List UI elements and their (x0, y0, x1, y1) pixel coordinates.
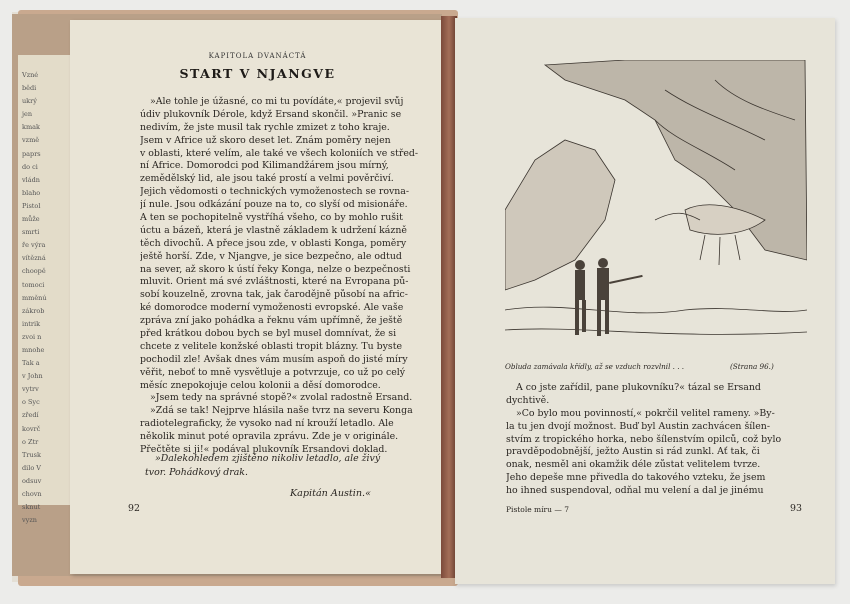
flyleaf-fragment: blaho (22, 188, 41, 197)
left-page-text (140, 96, 423, 457)
flyleaf-fragment: Trusk (22, 450, 41, 459)
flyleaf-fragment: bědi (22, 84, 37, 93)
text-line: Přečtěte si ji!« podával plukovník Ersandovi doklad. (140, 444, 388, 456)
flyleaf-fragment: vládn (22, 175, 40, 184)
text-line: Jeho depeše mne přivedla do takového vzteku, že jsem (506, 472, 766, 484)
text-line: Jejich vědomosti o technických vymoženostech se rovna- (140, 186, 410, 198)
text-line: ještě horší. Zde, v Njangve, je sice bezpečno, ale odtud (140, 250, 402, 262)
text-line: ho ihned suspendoval, odňal mu velení a dal je jinému (506, 485, 764, 497)
flyleaf-fragment: vyzn (22, 516, 37, 525)
quote-line: tvor. Pohádkový drak. (145, 467, 248, 478)
flyleaf-fragment: o Ztr (22, 437, 39, 446)
text-line: jí nule. Jsou odkázání pouze na to, co slyší od misionáře. (140, 199, 408, 211)
text-line: »Jsem tedy na správné stopě?« zvolal radostně Ersand. (150, 392, 413, 404)
running-head: KAPITOLA DVANÁCTÁ (208, 52, 307, 60)
text-line: v oblasti, které velím, ale také ve všech koloniích ve střed- (140, 147, 419, 159)
flyleaf-page (18, 55, 70, 525)
flyleaf-fragment: zředí (22, 411, 39, 420)
text-line: mluvit. Orient má své zvláštnosti, které na Evropana pů- (140, 276, 409, 288)
flyleaf-fragment: o Syc (22, 398, 40, 407)
text-line: zemědělský lid, ale jsou také prostí a velmi pověrčiví. (140, 173, 394, 185)
text-line: pravděpodobnější, ježto Austin si rád zunkl. Ať tak, či (506, 446, 760, 458)
flyleaf-fragment: paprs (22, 149, 41, 158)
text-line: Jsem v Africe už skoro deset let. Znám poměry nejen (140, 134, 391, 146)
flyleaf-fragment: kmak (22, 123, 40, 132)
flyleaf-fragment: Tak a (22, 359, 40, 368)
flyleaf-fragment: ukrý (22, 97, 37, 106)
text-line: »Ale tohle je úžasné, co mi tu povídáte,« projevil svůj (150, 96, 404, 107)
text-line: několik minut poté opravila zprávu. Zde je v originále. (140, 431, 399, 443)
text-line: la tu jen dvojí možnost. Buď byl Austin zachvácen šílen- (506, 420, 771, 432)
text-line: A ten se pochopitelně vystříhá všeho, co by mohlo rušit (140, 212, 403, 224)
flyleaf-fragment: choopě (22, 267, 46, 276)
text-line: »Zdá se tak! Nejprve hlásila naše tvrz na severu Konga (150, 405, 413, 417)
flyleaf-fragment: Vzné (22, 71, 39, 79)
flyleaf-fragment: může (22, 215, 40, 224)
flyleaf-fragment: sknut (22, 503, 41, 512)
flyleaf-fragment: dilo V (22, 463, 41, 472)
flyleaf-fragment: mnohe (22, 345, 45, 354)
text-line: chcete z velitele konžské oblasti tropit blázny. Tu byste (140, 340, 403, 352)
flyleaf-fragment: tomoci (22, 280, 45, 289)
text-line: měsíc znepokojuje celou kolonii a děsí domorodce. (140, 379, 381, 391)
text-line: pochodil zle! Avšak dnes vám musím aspoň do jisté míry (140, 353, 408, 365)
dragon-illustration (505, 60, 807, 360)
flyleaf-fragment: odsuv (22, 476, 42, 485)
right-page-text (506, 382, 806, 498)
text-line: úctu a bázeň, která je vlastně základem k udržení kázně (140, 224, 407, 236)
flyleaf-fragment: v John (22, 372, 43, 381)
flyleaf-fragment: do ci (22, 162, 38, 171)
chapter-title: START V NJANGVE (179, 66, 336, 81)
signature-mark: Pistole míru — 7 (506, 505, 570, 514)
page-number-left: 92 (128, 503, 140, 514)
flyleaf-fragment: vítězná (22, 254, 46, 263)
telegram-quote (145, 452, 420, 480)
text-line: stvím z tropického horka, nebo šílenstvím opilců, což bylo (506, 433, 782, 445)
text-line: věřit, neboť to mně vysvětluje a potvrzuje, co už po celý (140, 366, 406, 378)
flyleaf-fragment: zákrob (22, 306, 45, 315)
text-line: ké domorodce moderní vymoženosti evropské. Ale vaše (140, 302, 404, 314)
flyleaf-fragment: jen (22, 110, 33, 119)
flyleaf-fragment: mměnú (22, 293, 47, 302)
flyleaf-fragment: ře výra (22, 241, 46, 250)
flyleaf-fragment: chovn (22, 490, 42, 498)
text-line: »Co bylo mou povinností,« pokrčil velitel rameny. »By- (516, 407, 775, 419)
flyleaf-fragment: kovrč (22, 424, 41, 433)
illustration-page-ref: (Strana 96.) (730, 362, 774, 371)
text-line: A co jste zařídil, pane plukovníku?« tázal se Ersand (516, 382, 761, 393)
illustration-caption: Obluda zamávala křídly, až se vzduch rozvlnil . . . (505, 362, 685, 371)
text-line: těch divochů. A přece jsou zde, v oblasti Konga, poměry (140, 237, 407, 249)
text-line: před krátkou dobou bych se byl musel domnívat, že si (140, 328, 397, 340)
text-line: sobí kouzelně, zrovna tak, jak čarodějně působí na afric- (140, 289, 408, 301)
text-line: ní Africe. Domorodci pod Kilimandžárem jsou mírný, (140, 160, 389, 172)
text-line: na sever, až skoro k ústí řeky Konga, nelze o bezpečnosti (140, 263, 411, 275)
text-line: zpráva zní jako pohádka a řeknu vám upřímně, že ještě (140, 315, 403, 327)
page-number-right: 93 (790, 503, 802, 514)
text-line: dychtivě. (506, 394, 550, 406)
text-line: údiv plukovník Dérole, když Ersand skončil. »Pranic se (140, 108, 402, 120)
text-line: nedivím, že jste musil tak rychle zmizet z toho kraje. (140, 121, 390, 133)
text-line: radiotelegraficky, že vysoko nad ní krouží letadlo. Ale (140, 418, 394, 430)
text-line: onak, nesměl ani okamžik déle zůstat velitelem tvrze. (506, 459, 761, 471)
flyleaf-fragment: Pistol (22, 201, 41, 210)
flyleaf-fragment: smrti (22, 228, 40, 237)
flyleaf-fragment: intrik (22, 319, 41, 328)
flyleaf-fragment: vytrv (22, 385, 39, 394)
quote-line: »Dalekohledem zjištěno nikoliv letadlo, ale živý (155, 453, 381, 464)
flyleaf-fragment: zvoi n (22, 332, 42, 341)
flyleaf-text (18, 55, 70, 527)
quote-signature: Kapitán Austin.« (290, 488, 371, 499)
flyleaf-fragment: vzmě (22, 136, 40, 145)
